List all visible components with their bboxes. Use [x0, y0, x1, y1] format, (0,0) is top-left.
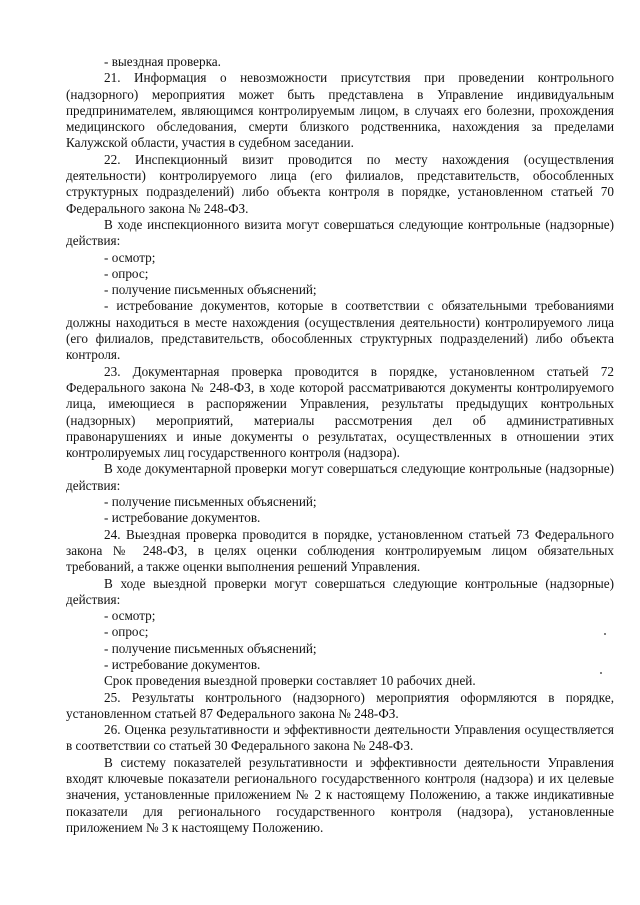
list-item: - получение письменных объяснений; [104, 640, 317, 656]
list-item: - получение письменных объяснений; [104, 494, 317, 510]
document-page [66, 54, 614, 836]
list-item: - опрос; [104, 624, 149, 640]
paragraph: 22. Инспекционный визит проводится по месту нахождения (осуществления деятельности) контролируемого лица (его филиалов, представительств, обособленных структурных подразделений) либо объекта контроля в порядке, установленном статьей 70 Федерального закона № 248-ФЗ. [66, 151, 614, 216]
list-item: - получение письменных объяснений; [104, 282, 317, 298]
scan-speck [604, 633, 606, 635]
list-item: - опрос; [104, 265, 149, 281]
paragraph: В ходе документарной проверки могут совершаться следующие контрольные (надзорные) действия: [66, 461, 614, 493]
paragraph: 24. Выездная проверка проводится в порядке, установленном статьей 73 Федерального закона № 248-ФЗ, в целях оценки соблюдения контролируемым лицом обязательных требований, а также оценки выполнения решений Управления. [66, 526, 614, 575]
paragraph: 25. Результаты контрольного (надзорного) мероприятия оформляются в порядке, установленном статьей 87 Федерального закона № 248-ФЗ. [66, 689, 614, 721]
paragraph: Срок проведения выездной проверки составляет 10 рабочих дней. [104, 673, 476, 689]
list-item: - истребование документов. [104, 656, 261, 672]
paragraph: В ходе выездной проверки могут совершаться следующие контрольные (надзорные) действия: [66, 575, 614, 607]
list-item: - осмотр; [104, 249, 156, 265]
paragraph: 21. Информация о невозможности присутствия при проведении контрольного (надзорного) мероприятия может быть представлена в Управление индивидуальным предпринимателем, являющимся контролируемым лицом, в случаях его болезни, прохождения медицинского обследования, смерти близкого родственника, нахождения за пределами Калужской области, участия в судебном заседании. [66, 70, 614, 151]
paragraph: 26. Оценка результативности и эффективности деятельности Управления осуществляется в соответствии со статьей 30 Федерального закона № 248-ФЗ. [66, 722, 614, 754]
paragraph: В ходе инспекционного визита могут совершаться следующие контрольные (надзорные) действия: [66, 216, 614, 249]
list-item: - истребование документов. [104, 510, 261, 526]
paragraph: В систему показателей результативности и эффективности деятельности Управления входят ключевые показатели регионального государственного контроля (надзора) и их целевые значения, установленные приложением № 2 к настоящему Положению, а также индикативные показатели для регионального государственного контроля (надзора), установленные приложением № 3 к настоящему Положению. [66, 754, 614, 835]
list-item: - выездная проверка. [104, 54, 221, 69]
list-item: - истребование документов, которые в соответствии с обязательными требованиями должны находиться в месте нахождения (осуществления деятельности) контролируемого лица (его филиалов, представительств, обособленных структурных подразделений) либо объекта контроля. [66, 298, 614, 363]
list-item: - осмотр; [104, 608, 156, 624]
paragraph: 23. Документарная проверка проводится в порядке, установленном статьей 72 Федерального закона № 248-ФЗ, в ходе которой рассматриваются документы контролируемого лица, имеющиеся в распоряжении Управления, результаты предыдущих контрольных (надзорных) мероприятий, материалы рассмотрения дел об административных правонарушениях и иные документы о результатах, осуществленных в отношении этих контролируемых лиц государственного контроля (надзора). [66, 363, 614, 461]
scan-speck [600, 672, 602, 674]
